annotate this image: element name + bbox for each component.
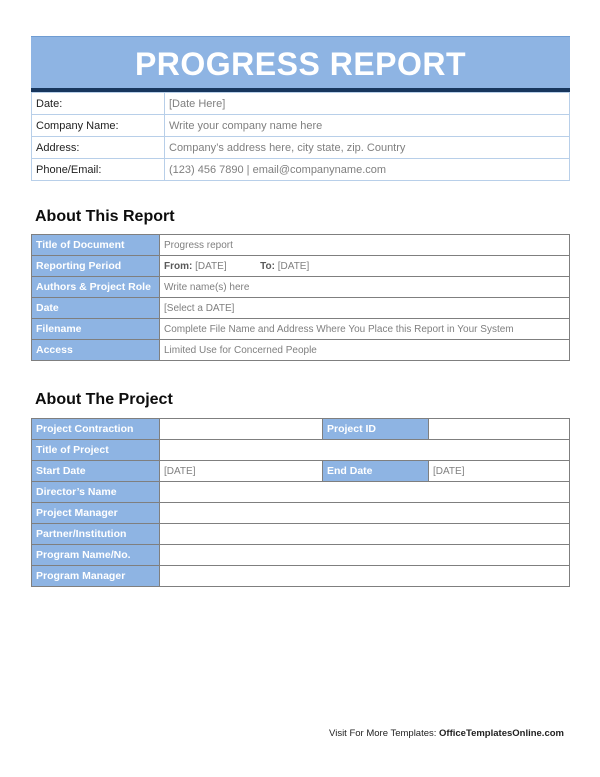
table-row [32, 419, 570, 440]
table-row [32, 298, 570, 319]
table-row [32, 524, 570, 545]
start-date-field[interactable]: [DATE] [160, 461, 323, 482]
address-label: Address: [32, 137, 165, 159]
footer-note [329, 728, 564, 739]
title-of-document-field[interactable]: Progress report [160, 235, 570, 256]
table-row [32, 235, 570, 256]
title-of-project-field[interactable] [160, 440, 570, 461]
reporting-period-field[interactable] [160, 256, 570, 277]
table-row [32, 440, 570, 461]
table-row [32, 482, 570, 503]
company-info-table [31, 92, 570, 181]
address-field[interactable]: Company’s address here, city state, zip. Country [165, 137, 570, 159]
table-row [32, 256, 570, 277]
table-row [32, 277, 570, 298]
access-field[interactable]: Limited Use for Concerned People [160, 340, 570, 361]
start-date-label: Start Date [32, 461, 160, 482]
table-row [32, 340, 570, 361]
footer-site-link[interactable]: OfficeTemplatesOnline.com [439, 728, 564, 739]
table-row [32, 461, 570, 482]
table-row [32, 115, 570, 137]
partner-institution-field[interactable] [160, 524, 570, 545]
date-field[interactable]: [Date Here] [165, 93, 570, 115]
from-date-field[interactable]: [DATE] [195, 260, 227, 272]
title-of-document-label: Title of Document [32, 235, 160, 256]
table-row [32, 503, 570, 524]
filename-field[interactable]: Complete File Name and Address Where You Place this Report in Your System [160, 319, 570, 340]
table-row [32, 566, 570, 587]
end-date-field[interactable]: [DATE] [429, 461, 570, 482]
table-row [32, 319, 570, 340]
report-date-field[interactable]: [Select a DATE] [160, 298, 570, 319]
program-manager-field[interactable] [160, 566, 570, 587]
phone-email-field[interactable]: (123) 456 7890 | email@companyname.com [165, 159, 570, 181]
about-report-table [31, 234, 570, 361]
company-name-field[interactable]: Write your company name here [165, 115, 570, 137]
directors-name-label: Director’s Name [32, 482, 160, 503]
authors-role-field[interactable]: Write name(s) here [160, 277, 570, 298]
company-name-label: Company Name: [32, 115, 165, 137]
project-contraction-label: Project Contraction [32, 419, 160, 440]
project-manager-label: Project Manager [32, 503, 160, 524]
project-contraction-field[interactable] [160, 419, 323, 440]
about-report-heading: About This Report [35, 208, 175, 225]
to-date-field[interactable]: [DATE] [277, 260, 310, 272]
program-name-field[interactable] [160, 545, 570, 566]
about-project-heading: About The Project [35, 391, 173, 408]
project-id-label: Project ID [323, 419, 429, 440]
to-label: To: [260, 260, 275, 272]
table-row [32, 159, 570, 181]
header-banner [31, 36, 570, 89]
directors-name-field[interactable] [160, 482, 570, 503]
reporting-period-label: Reporting Period [32, 256, 160, 277]
authors-role-label: Authors & Project Role [32, 277, 160, 298]
page-title: PROGRESS REPORT [134, 46, 467, 82]
footer-text: Visit For More Templates: [329, 728, 440, 739]
report-date-label: Date [32, 298, 160, 319]
end-date-label: End Date [323, 461, 429, 482]
table-row [32, 137, 570, 159]
phone-email-label: Phone/Email: [32, 159, 165, 181]
access-label: Access [32, 340, 160, 361]
filename-label: Filename [32, 319, 160, 340]
table-row [32, 545, 570, 566]
partner-institution-label: Partner/Institution [32, 524, 160, 545]
table-row [32, 93, 570, 115]
program-name-label: Program Name/No. [32, 545, 160, 566]
date-label: Date: [32, 93, 165, 115]
about-project-table [31, 418, 570, 587]
title-of-project-label: Title of Project [32, 440, 160, 461]
from-label: From: [164, 260, 193, 272]
project-id-field[interactable] [429, 419, 570, 440]
program-manager-label: Program Manager [32, 566, 160, 587]
project-manager-field[interactable] [160, 503, 570, 524]
